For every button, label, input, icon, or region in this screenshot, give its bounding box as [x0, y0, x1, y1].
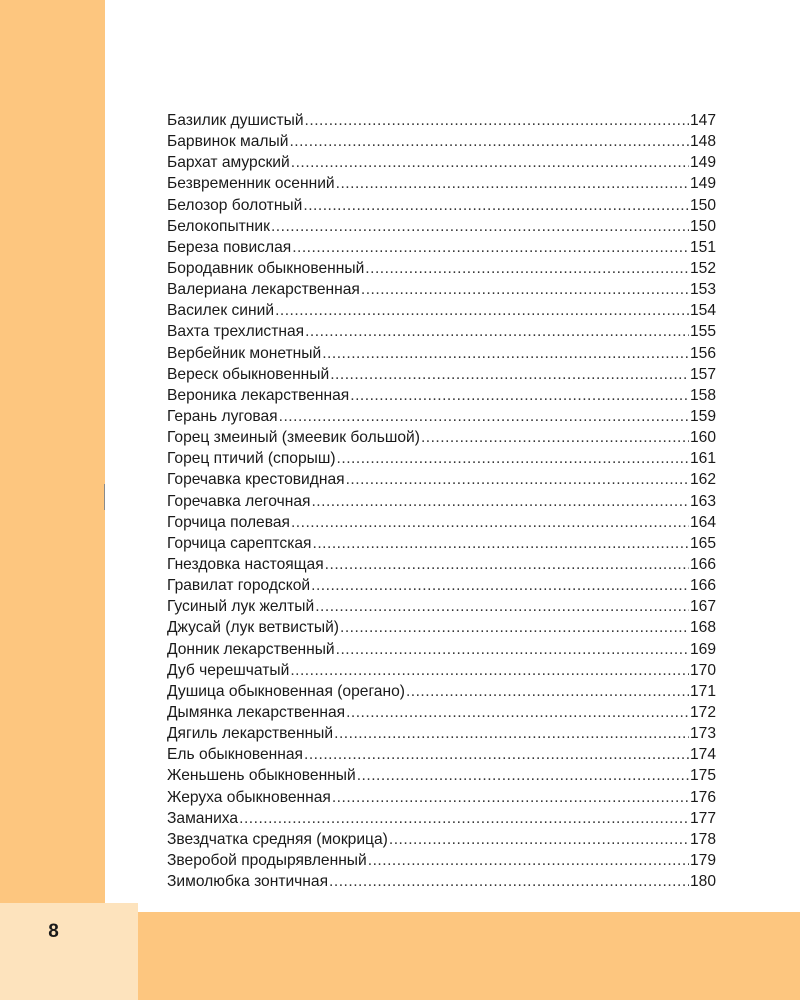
toc-entry-page: 149 [689, 154, 716, 172]
toc-entry[interactable] [167, 533, 716, 554]
toc-entry-page: 151 [689, 238, 716, 256]
table-of-contents [167, 110, 716, 892]
toc-entry-title: Бархат амурский [167, 154, 290, 172]
toc-entry-title: Горечавка легочная [167, 492, 311, 510]
toc-entry-title: Василек синий [167, 302, 275, 320]
toc-entry-page: 161 [689, 450, 716, 468]
toc-entry-page: 157 [689, 365, 716, 383]
toc-entry-title: Зимолюбка зонтичная [167, 873, 329, 891]
toc-entry-page: 168 [689, 619, 716, 637]
dot-leader [421, 427, 689, 448]
toc-entry-page: 154 [689, 302, 716, 320]
toc-entry-title: Барвинок малый [167, 133, 289, 151]
toc-entry[interactable] [167, 131, 716, 152]
toc-entry-title: Валериана лекарственная [167, 281, 360, 299]
toc-entry-page: 155 [689, 323, 716, 341]
dot-leader [357, 765, 689, 786]
toc-entry[interactable] [167, 681, 716, 702]
toc-entry-page: 167 [689, 598, 716, 616]
toc-entry-page: 177 [689, 809, 716, 827]
toc-entry-title: Гусиный лук желтый [167, 598, 315, 616]
dot-leader [350, 385, 689, 406]
toc-entry[interactable] [167, 173, 716, 194]
toc-entry-page: 169 [689, 640, 716, 658]
dot-leader [330, 364, 689, 385]
left-decorative-band [0, 0, 105, 1000]
toc-entry-title: Горечавка крестовидная [167, 471, 345, 489]
toc-entry[interactable] [167, 448, 716, 469]
dot-leader [239, 808, 689, 829]
dot-leader [312, 533, 688, 554]
toc-entry-title: Безвременник осенний [167, 175, 335, 193]
toc-entry-page: 147 [689, 112, 716, 129]
dot-leader [346, 702, 689, 723]
dot-leader [334, 723, 689, 744]
toc-entry-page: 165 [689, 534, 716, 552]
toc-entry-page: 173 [689, 725, 716, 743]
toc-entry-title: Вахта трехлистная [167, 323, 305, 341]
toc-entry[interactable] [167, 617, 716, 638]
toc-entry[interactable] [167, 195, 716, 216]
toc-entry-title: Горчица сарептская [167, 534, 312, 552]
toc-entry[interactable] [167, 364, 716, 385]
toc-entry-title: Душица обыкновенная (орегано) [167, 682, 405, 700]
toc-entry[interactable] [167, 787, 716, 808]
dot-leader [329, 871, 689, 892]
toc-entry[interactable] [167, 279, 716, 300]
toc-entry-page: 164 [689, 513, 716, 531]
dot-leader [290, 660, 689, 681]
toc-entry[interactable] [167, 702, 716, 723]
toc-entry[interactable] [167, 406, 716, 427]
toc-entry-title: Вербейник монетный [167, 344, 322, 362]
toc-entry-page: 160 [689, 429, 716, 447]
dot-leader [336, 173, 689, 194]
dot-leader [368, 850, 689, 871]
dot-leader [305, 110, 689, 131]
toc-entry-title: Базилик душистый [167, 112, 304, 129]
toc-entry-title: Белокопытник [167, 217, 270, 235]
toc-entry-page: 148 [689, 133, 716, 151]
dot-leader [279, 406, 689, 427]
toc-entry[interactable] [167, 427, 716, 448]
dot-leader [311, 575, 689, 596]
page-number: 8 [48, 921, 59, 942]
toc-entry-title: Гнездовка настоящая [167, 555, 324, 573]
toc-entry-page: 171 [689, 682, 716, 700]
dot-leader [322, 343, 689, 364]
toc-entry[interactable] [167, 723, 716, 744]
toc-entry-page: 159 [689, 407, 716, 425]
toc-entry-page: 176 [689, 788, 716, 806]
dot-leader [389, 829, 689, 850]
toc-entry-title: Зверобой продырявленный [167, 851, 367, 869]
toc-entry-page: 174 [689, 746, 716, 764]
dot-leader [271, 216, 689, 237]
toc-entry[interactable] [167, 850, 716, 871]
dot-leader [325, 554, 689, 575]
toc-entry[interactable] [167, 554, 716, 575]
toc-entry-title: Женьшень обыкновенный [167, 767, 356, 785]
toc-entry-title: Горец птичий (спорыш) [167, 450, 336, 468]
toc-entry-title: Жеруха обыкновенная [167, 788, 331, 806]
toc-entry[interactable] [167, 871, 716, 892]
dot-leader [361, 279, 689, 300]
toc-entry-title: Бородавник обыкновенный [167, 259, 365, 277]
toc-entry-title: Звездчатка средняя (мокрица) [167, 830, 388, 848]
toc-entry[interactable] [167, 385, 716, 406]
toc-entry[interactable] [167, 808, 716, 829]
dot-leader [292, 237, 689, 258]
toc-entry-page: 153 [689, 281, 716, 299]
toc-entry-page: 170 [689, 661, 716, 679]
dot-leader [291, 152, 689, 173]
dot-leader [304, 744, 689, 765]
dot-leader [340, 617, 689, 638]
toc-entry-page: 166 [689, 577, 716, 595]
toc-entry-title: Горец змеиный (змеевик большой) [167, 429, 420, 447]
toc-entry[interactable] [167, 300, 716, 321]
toc-entry-title: Белозор болотный [167, 196, 303, 214]
toc-entry-title: Гравилат городской [167, 577, 311, 595]
toc-entry[interactable] [167, 469, 716, 490]
toc-entry[interactable] [167, 237, 716, 258]
dot-leader [275, 300, 689, 321]
toc-entry-page: 162 [689, 471, 716, 489]
toc-entry-page: 179 [689, 851, 716, 869]
dot-leader [289, 131, 689, 152]
toc-entry-page: 152 [689, 259, 716, 277]
toc-entry[interactable] [167, 765, 716, 786]
toc-entry-page: 150 [689, 196, 716, 214]
toc-entry-title: Донник лекарственный [167, 640, 335, 658]
toc-entry[interactable] [167, 321, 716, 342]
dot-leader [336, 639, 689, 660]
toc-entry-title: Герань луговая [167, 407, 278, 425]
dot-leader [291, 512, 689, 533]
toc-entry-title: Заманиха [167, 809, 239, 827]
dot-leader [303, 195, 689, 216]
dot-leader [365, 258, 689, 279]
toc-entry[interactable] [167, 829, 716, 850]
toc-entry[interactable] [167, 575, 716, 596]
toc-entry[interactable] [167, 110, 716, 131]
toc-entry[interactable] [167, 216, 716, 237]
toc-entry[interactable] [167, 660, 716, 681]
toc-entry-page: 156 [689, 344, 716, 362]
toc-entry-page: 149 [689, 175, 716, 193]
toc-entry-title: Джусай (лук ветвистый) [167, 619, 339, 637]
dot-leader [305, 321, 689, 342]
toc-entry-title: Дягиль лекарственный [167, 725, 334, 743]
toc-entry-page: 163 [689, 492, 716, 510]
toc-entry-title: Ель обыкновенная [167, 746, 303, 764]
toc-entry-page: 175 [689, 767, 716, 785]
toc-entry[interactable] [167, 491, 716, 512]
toc-entry-page: 180 [689, 873, 716, 891]
toc-entry-title: Береза повислая [167, 238, 292, 256]
toc-entry-page: 158 [689, 386, 716, 404]
toc-entry-page: 172 [689, 703, 716, 721]
toc-entry[interactable] [167, 744, 716, 765]
dot-leader [346, 469, 689, 490]
toc-entry[interactable] [167, 343, 716, 364]
toc-entry[interactable] [167, 596, 716, 617]
dot-leader [332, 787, 689, 808]
toc-entry[interactable] [167, 512, 716, 533]
toc-entry-title: Вереск обыкновенный [167, 365, 330, 383]
page-number-tab [0, 903, 138, 1000]
toc-entry-title: Горчица полевая [167, 513, 290, 531]
toc-entry-title: Дуб черешчатый [167, 661, 290, 679]
toc-entry-page: 178 [689, 830, 716, 848]
margin-mark [104, 484, 105, 510]
toc-entry[interactable] [167, 258, 716, 279]
toc-entry-page: 166 [689, 555, 716, 573]
dot-leader [406, 681, 689, 702]
toc-entry[interactable] [167, 639, 716, 660]
dot-leader [315, 596, 689, 617]
toc-entry[interactable] [167, 152, 716, 173]
toc-entry-page: 150 [689, 217, 716, 235]
toc-entry-title: Дымянка лекарственная [167, 703, 346, 721]
toc-entry-title: Вероника лекарственная [167, 386, 350, 404]
dot-leader [311, 491, 689, 512]
dot-leader [337, 448, 689, 469]
